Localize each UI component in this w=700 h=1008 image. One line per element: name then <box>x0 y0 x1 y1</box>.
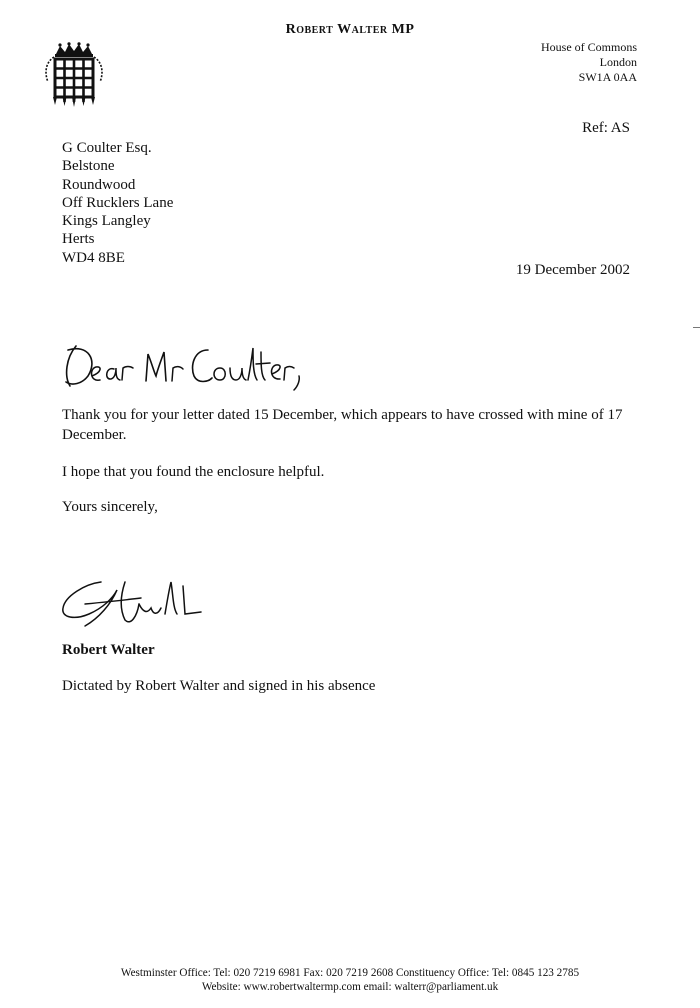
recipient-line: Kings Langley <box>62 213 151 230</box>
dictated-note: Dictated by Robert Walter and signed in his absence <box>62 678 376 694</box>
closing: Yours sincerely, <box>62 499 158 515</box>
scan-mark <box>693 327 700 328</box>
letterhead-name: Robert Walter MP <box>285 22 415 37</box>
recipient-line: Roundwood <box>62 176 136 193</box>
address-line: House of Commons <box>541 40 637 54</box>
recipient-line: G Coulter Esq. <box>62 140 152 156</box>
letter-date: 19 December 2002 <box>515 262 630 278</box>
reference: Ref: AS <box>582 120 630 136</box>
signature <box>55 568 215 640</box>
recipient-address <box>62 139 173 267</box>
handwritten-salutation <box>58 336 308 394</box>
footer-contact-line: Westminster Office: Tel: 020 7219 6981 Fax: 020 7219 2608 Constituency Office: Tel: 0845 123 2785 <box>120 967 580 979</box>
recipient-line: WD4 8BE <box>62 249 125 266</box>
house-address <box>541 40 637 85</box>
signatory-name: Robert Walter <box>62 642 155 658</box>
recipient-line: Herts <box>62 231 95 248</box>
recipient-line: Off Rucklers Lane <box>62 194 174 211</box>
body-paragraph: Thank you for your letter dated 15 December, which appears to have crossed with mine of 17 December. <box>62 407 623 443</box>
address-line: London <box>599 55 637 69</box>
address-line: SW1A 0AA <box>578 70 637 84</box>
footer-web-line: Website: www.robertwaltermp.com email: walterr@parliament.uk <box>201 981 499 993</box>
body-paragraph: I hope that you found the enclosure helpful. <box>62 464 325 480</box>
footer <box>0 966 700 994</box>
portcullis-icon <box>38 42 110 108</box>
recipient-line: Belstone <box>62 158 115 175</box>
